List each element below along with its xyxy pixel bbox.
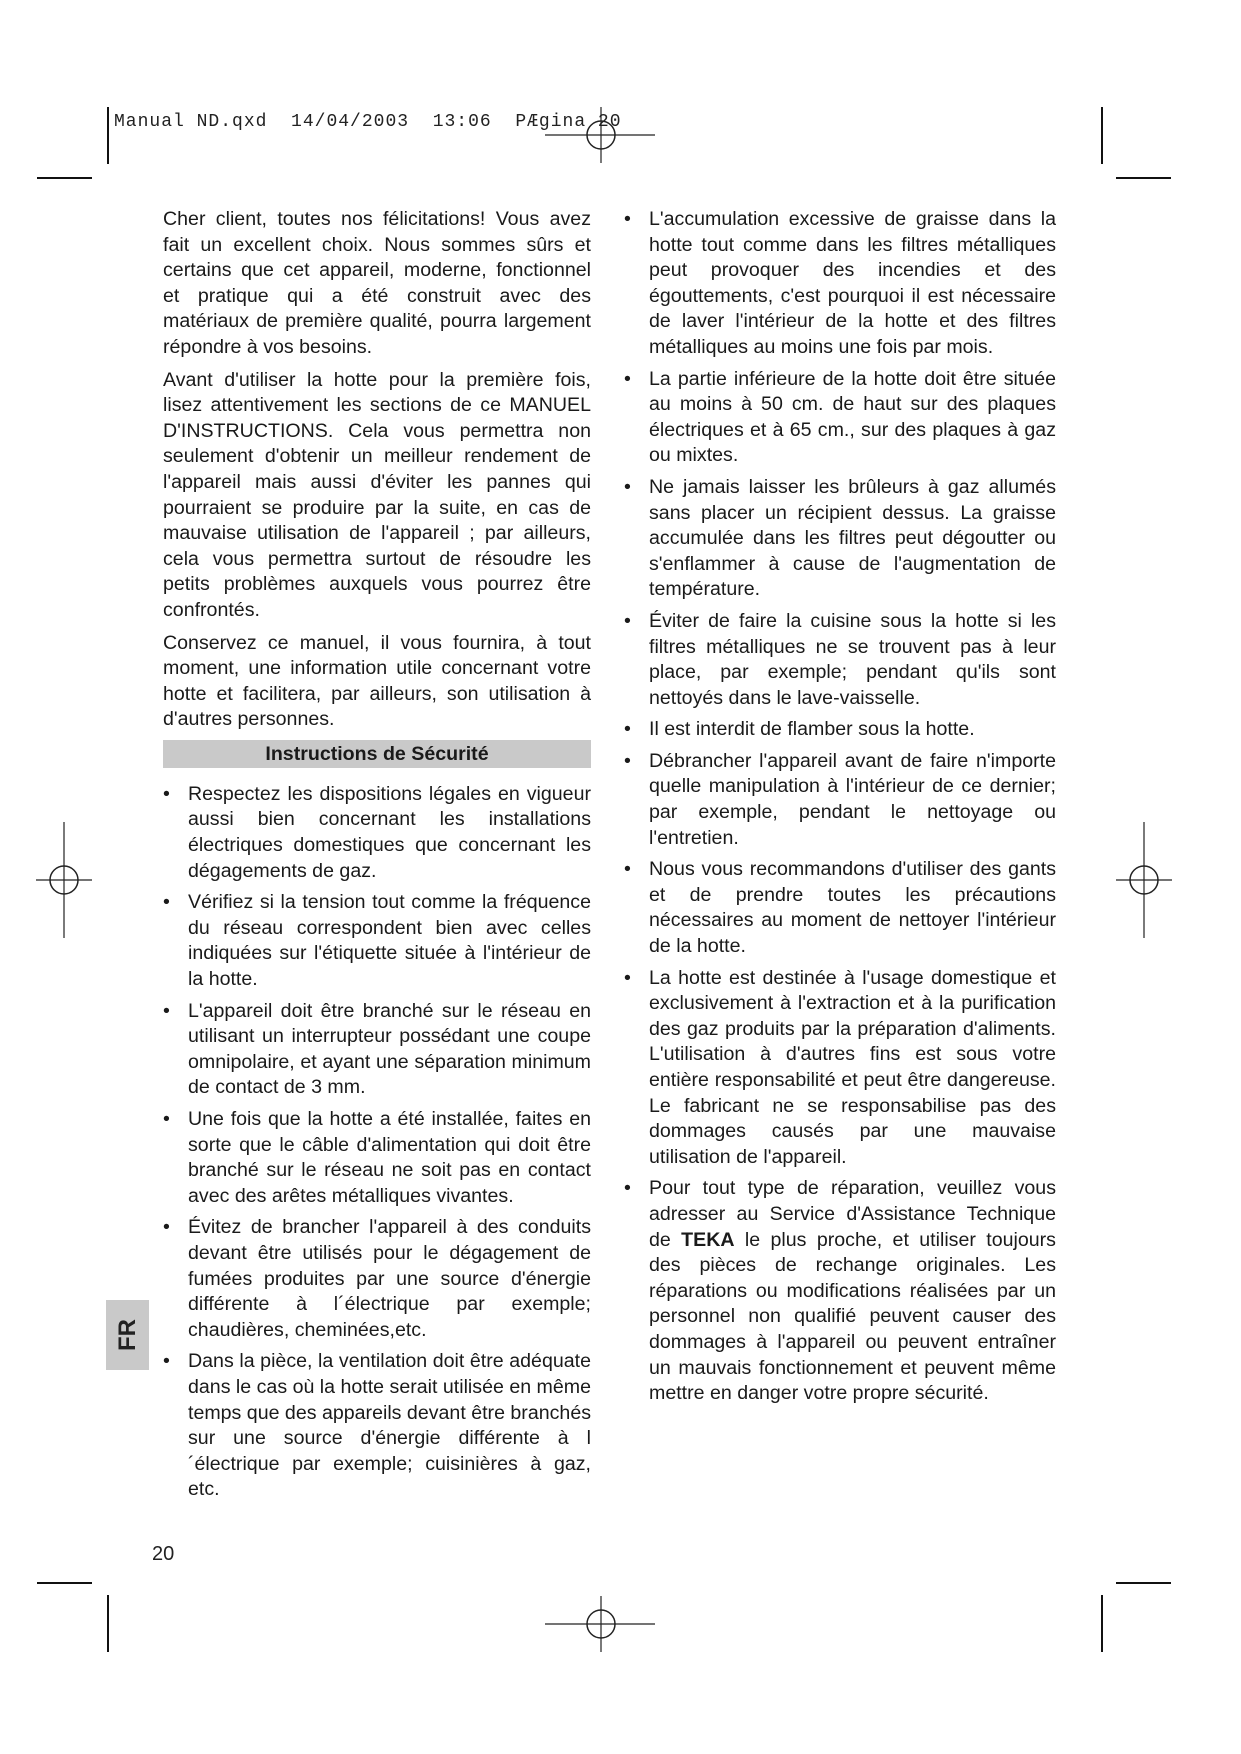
- left-column: [163, 207, 591, 1509]
- safety-list-right: [624, 207, 1056, 1407]
- repair-text-after: le plus proche, et utiliser toujours des pièces de rechange originales. Les réparations ou modifications réalisées par un personnel non qualifié peuvent causer des dommages à l'appareil ou peuvent entraîner un mauvais fonctionnement et peuvent même mettre en danger votre propre sécurité.: [649, 1228, 1056, 1405]
- safety-section-title: Instructions de Sécurité: [163, 740, 591, 768]
- language-tab: [106, 1300, 149, 1370]
- crop-mark: [1101, 1595, 1103, 1652]
- slug-date: 14/04/2003: [291, 112, 410, 132]
- crop-mark: [37, 1582, 92, 1584]
- slug-file: Manual ND.qxd: [114, 112, 268, 132]
- page-number: 20: [152, 1543, 175, 1565]
- registration-mark-icon: [545, 107, 655, 163]
- safety-item: • Une fois que la hotte a été installée, faites en sorte que le câble d'alimentation qui doit être branché sur le réseau ne soit pas en contact avec des arêtes métalliques vivantes.: [163, 1107, 591, 1209]
- repair-text-before: Pour tout type de réparation, veuillez vous adresser au Service d'Assistance Technique de: [649, 1177, 1056, 1251]
- safety-item: • Nous vous recommandons d'utiliser des gants et de prendre toutes les précautions nécessaires au moment de nettoyer l'intérieur de la hotte.: [624, 857, 1056, 959]
- slug-time: 13:06: [432, 112, 492, 132]
- slug-page-label: PÆgina 20: [515, 112, 622, 132]
- crop-mark: [1101, 107, 1103, 164]
- intro-paragraph: Avant d'utiliser la hotte pour la première fois, lisez attentivement les sections de ce MANUEL D'INSTRUCTIONS. Cela vous permettra non seulement d'obtenir un meilleur rendement de l'appareil mais aussi d'éviter les pannes qui pourraient se produire par la suite, en cas de mauvaise utilisation de l'appareil ; par ailleurs, cela vous permettra surtout de résoudre les petits problèmes auxquels vous pourrez être confrontés.: [163, 368, 591, 621]
- safety-item: • Évitez de brancher l'appareil à des conduits devant être utilisés pour le dégagement de fumées produites par une source d'énergie différente à l´électrique par exemple; chaudières, cheminées,etc.: [163, 1215, 591, 1343]
- registration-mark-icon: [1116, 822, 1172, 938]
- crop-mark: [107, 1595, 109, 1652]
- safety-item: • Éviter de faire la cuisine sous la hotte si les filtres métalliques ne se trouvent pas à leur place, par exemple; pendant qu'ils sont nettoyés dans le lave-vaisselle.: [624, 609, 1056, 711]
- crop-mark: [107, 107, 109, 164]
- safety-list-left: [163, 782, 591, 1503]
- safety-item: • Il est interdit de flamber sous la hotte.: [624, 717, 1056, 743]
- safety-item: • L'accumulation excessive de graisse dans la hotte tout comme dans les filtres métalliques peut provoquer des incendies et des égouttements, c'est pourquoi il est nécessaire de laver l'intérieur de la hotte et des filtres métalliques au moins une fois par mois.: [624, 207, 1056, 361]
- repair-item: [624, 1176, 1056, 1406]
- safety-item: • Débrancher l'appareil avant de faire n'importe quelle manipulation à l'intérieur de ce dernier; par exemple, pendant le nettoyage ou l'entretien.: [624, 749, 1056, 851]
- crop-mark: [37, 177, 92, 179]
- crop-mark: [1116, 177, 1171, 179]
- safety-item: • Dans la pièce, la ventilation doit être adéquate dans le cas où la hotte serait utilisée en même temps que des appareils devant être branchés sur une source d'énergie différente à l´électrique par exemple; cuisinières à gaz, etc.: [163, 1349, 591, 1503]
- safety-item: • L'appareil doit être branché sur le réseau en utilisant un interrupteur possédant une coupe omnipolaire, et ayant une séparation minimum de contact de 3 mm.: [163, 999, 591, 1101]
- safety-item: • Ne jamais laisser les brûleurs à gaz allumés sans placer un récipient dessus. La graisse accumulée dans les filtres peut dégoutter ou s'enflammer à cause de l'augmentation de température.: [624, 475, 1056, 603]
- registration-mark-icon: [545, 1596, 655, 1652]
- language-code: FR: [113, 1319, 141, 1351]
- safety-item: • La hotte est destinée à l'usage domestique et exclusivement à l'extraction et à la purification des gaz produits par la préparation d'aliments. L'utilisation à d'autres fins est sous votre entière responsabilité et peut être dangereuse. Le fabricant ne se responsabilise pas des dommages causés par une mauvaise utilisation de l'appareil.: [624, 966, 1056, 1171]
- intro-paragraph: Cher client, toutes nos félicitations! Vous avez fait un excellent choix. Nous sommes sûrs et certains que cet appareil, moderne, fonctionnel et pratique qui a été construit avec des matériaux de première qualité, pourra largement répondre à vos besoins.: [163, 208, 591, 358]
- registration-mark-icon: [36, 822, 92, 938]
- safety-item: • Respectez les dispositions légales en vigueur aussi bien concernant les installations électriques domestiques que concernant les dégagements de gaz.: [163, 782, 591, 884]
- safety-item: • Vérifiez si la tension tout comme la fréquence du réseau correspondent bien avec celles indiquées sur l'étiquette située à l'intérieur de la hotte.: [163, 890, 591, 992]
- crop-mark: [1116, 1582, 1171, 1584]
- right-column: [624, 207, 1056, 1413]
- safety-item: • La partie inférieure de la hotte doit être située au moins à 50 cm. de haut sur des plaques électriques et à 65 cm., sur des plaques à gaz ou mixtes.: [624, 367, 1056, 469]
- intro-paragraph: Conservez ce manuel, il vous fournira, à tout moment, une information utile concernant votre hotte et facilitera, par ailleurs, son utilisation à d'autres personnes.: [163, 631, 591, 731]
- brand-name: TEKA: [681, 1228, 735, 1251]
